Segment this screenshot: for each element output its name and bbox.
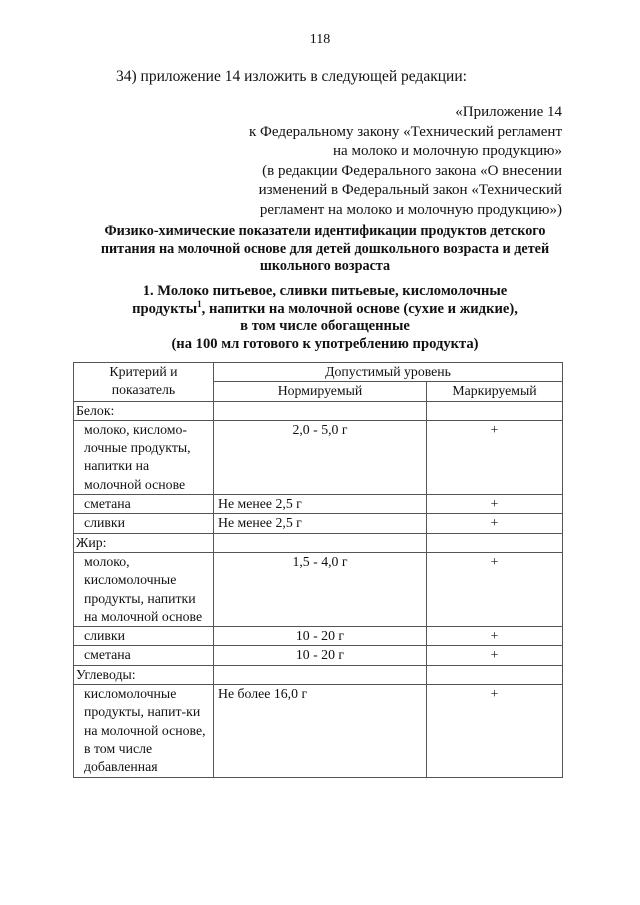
normalized-value-cell: Не менее 2,5 г	[214, 495, 427, 514]
section-heading	[70, 283, 580, 353]
product-name-cell: кисломолочные продукты, напит-ки на молочной основе, в том числе добавленная	[74, 685, 214, 777]
table-row	[74, 495, 563, 514]
product-name-cell: сливки	[74, 627, 214, 646]
group-label: Белок:	[74, 401, 214, 420]
normalized-value-cell: Не менее 2,5 г	[214, 514, 427, 533]
normalized-value-cell: 10 - 20 г	[214, 627, 427, 646]
appendix-ref-line: к Федеральному закону «Технический регламент	[249, 123, 562, 140]
labeled-mark-cell: +	[427, 552, 563, 626]
group-label: Углеводы:	[74, 665, 214, 684]
product-name-cell: сметана	[74, 495, 214, 514]
table-group-row	[74, 401, 563, 420]
appendix-ref-line: на молоко и молочную продукцию»	[333, 143, 562, 159]
document-title	[70, 223, 580, 276]
labeled-mark-cell: +	[427, 514, 563, 533]
table-group-row	[74, 665, 563, 684]
labeled-mark-cell: +	[427, 420, 563, 494]
footnote-marker: 1	[197, 298, 202, 309]
product-name-cell: сметана	[74, 646, 214, 665]
normalized-value-cell: 1,5 - 4,0 г	[214, 552, 427, 626]
header-normalized: Нормируемый	[214, 382, 427, 401]
section-heading-line: в том числе обогащенные	[240, 318, 410, 334]
header-permissible-level: Допустимый уровень	[214, 363, 563, 382]
labeled-mark-cell: +	[427, 646, 563, 665]
table-header-row	[74, 363, 563, 382]
product-name-cell: молоко, кисломо-лочные продукты, напитки на молочной основе	[74, 420, 214, 494]
empty-cell	[427, 665, 563, 684]
appendix-reference	[182, 103, 562, 220]
section-heading-line: 1. Молоко питьевое, сливки питьевые, кисломолочные	[142, 283, 508, 299]
labeled-mark-cell: +	[427, 685, 563, 777]
section-heading-line	[70, 298, 580, 319]
normalized-value-cell: 2,0 - 5,0 г	[214, 420, 427, 494]
table-row	[74, 685, 563, 777]
title-line: Физико-химические показатели идентификации продуктов детского	[104, 223, 546, 239]
table-group-row	[74, 533, 563, 552]
title-line: питания на молочной основе для детей дошкольного возраста и детей	[100, 240, 550, 257]
empty-cell	[427, 533, 563, 552]
table-row	[74, 552, 563, 626]
table-row	[74, 420, 563, 494]
table-row	[74, 646, 563, 665]
section-heading-text: продукты	[132, 300, 198, 317]
appendix-ref-line: изменений в Федеральный закон «Технический	[258, 182, 562, 198]
empty-cell	[214, 401, 427, 420]
empty-cell	[427, 401, 563, 420]
page-number: 118	[309, 32, 331, 47]
indicators-table	[73, 362, 563, 778]
title-line: школьного возраста	[259, 258, 391, 274]
group-label: Жир:	[74, 533, 214, 552]
section-heading-text: , напитки на молочной основе (сухие и жидкие),	[201, 300, 518, 317]
table-row	[74, 514, 563, 533]
labeled-mark-cell: +	[427, 627, 563, 646]
appendix-ref-line: регламент на молоко и молочную продукцию»)	[259, 201, 562, 218]
normalized-value-cell: 10 - 20 г	[214, 646, 427, 665]
header-criterion: Критерий и показатель	[74, 363, 214, 402]
appendix-ref-line: «Приложение 14	[455, 104, 562, 120]
product-name-cell: молоко, кисломолочные продукты, напитки на молочной основе	[74, 552, 214, 626]
labeled-mark-cell: +	[427, 495, 563, 514]
table-row	[74, 627, 563, 646]
header-labeled: Маркируемый	[427, 382, 563, 401]
empty-cell	[214, 665, 427, 684]
empty-cell	[214, 533, 427, 552]
section-heading-line: (на 100 мл готового к употреблению продукта)	[171, 335, 479, 352]
product-name-cell: сливки	[74, 514, 214, 533]
normalized-value-cell: Не более 16,0 г	[214, 685, 427, 777]
table-body	[74, 401, 563, 777]
appendix-ref-line: (в редакции Федерального закона «О внесении	[262, 162, 562, 179]
amendment-intro: 34) приложение 14 изложить в следующей редакции:	[116, 68, 467, 85]
